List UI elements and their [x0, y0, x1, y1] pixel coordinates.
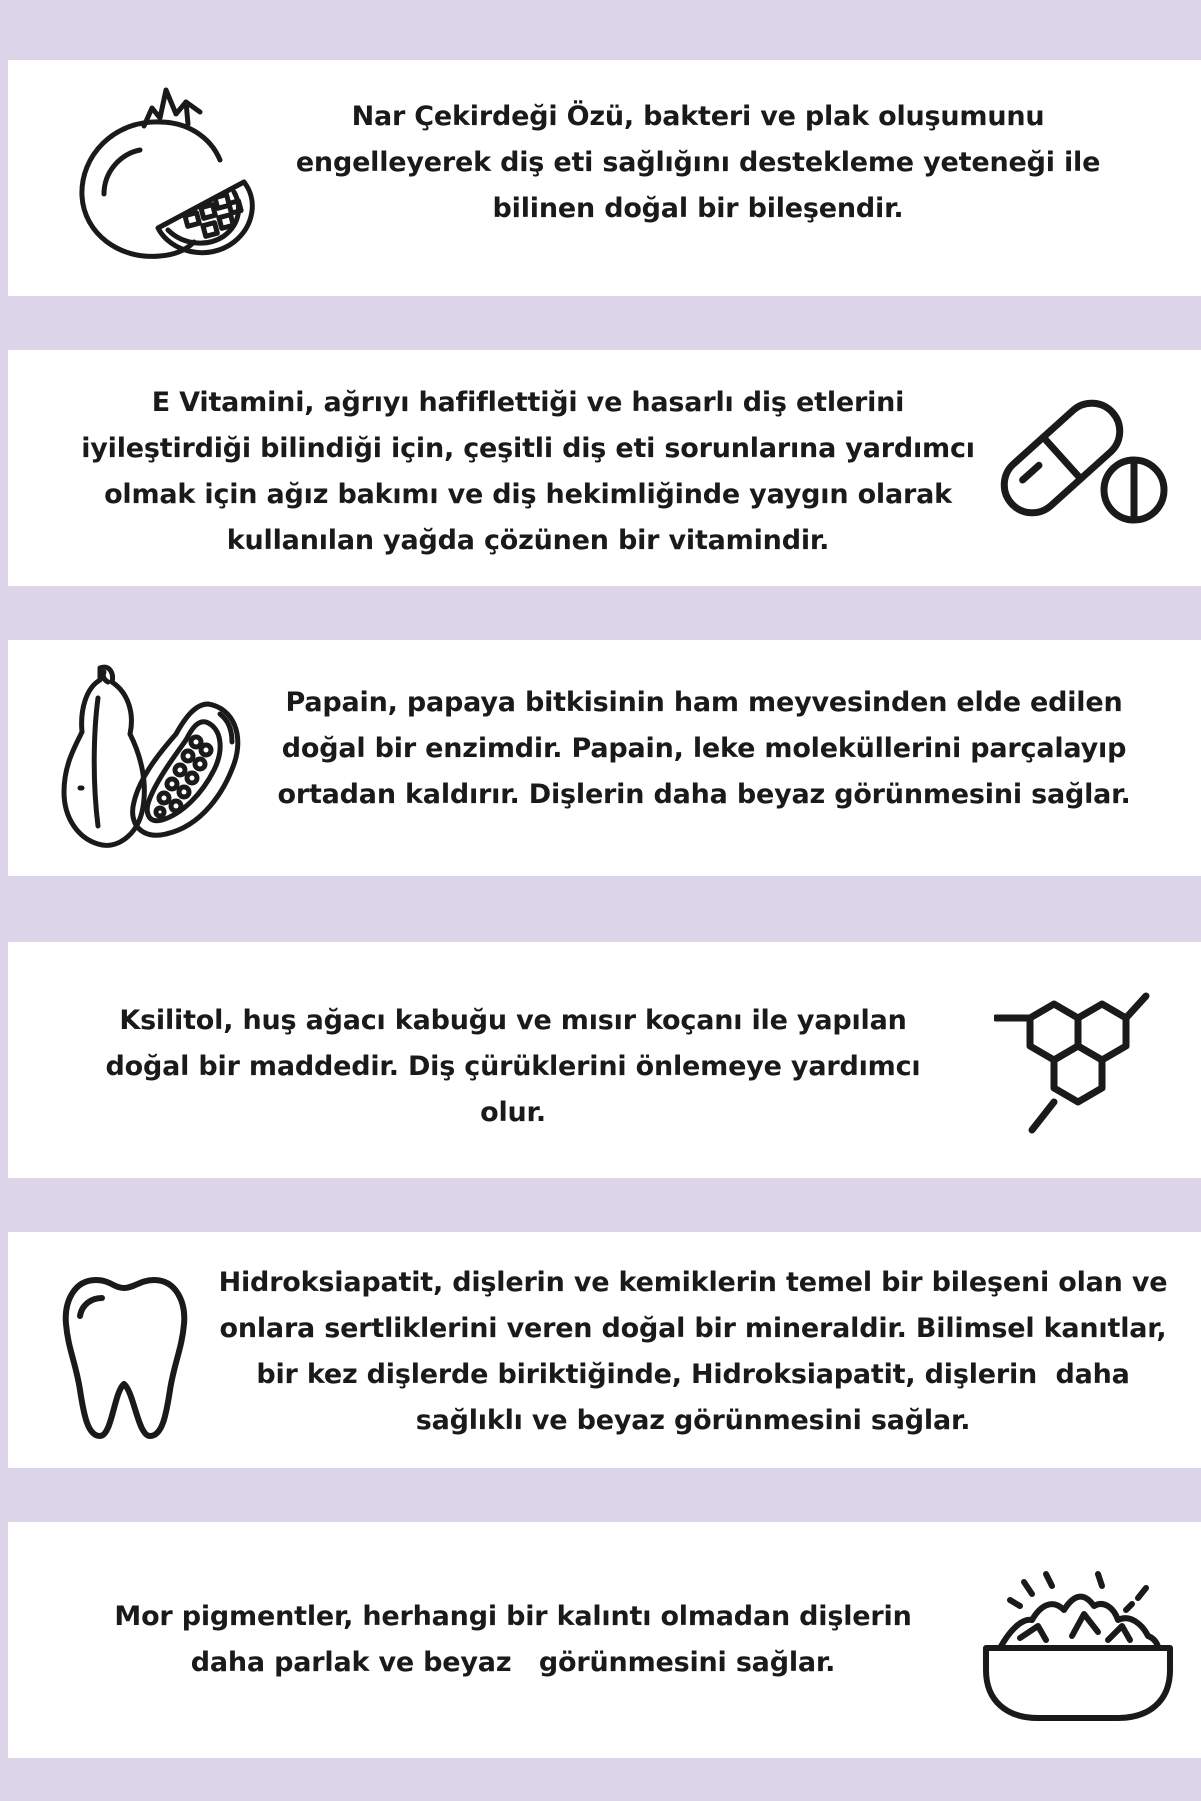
tooth-icon	[60, 1272, 190, 1442]
ingredient-description: Hidroksiapatit, dişlerin ve kemiklerin temel bir bileşeni olan ve onlara sertliklerini veren doğal bir mineraldir. Bilimsel kanıtlar, bir kez dişlerde biriktiğinde, Hidroksiapatit, dişlerin daha sağlıklı ve beyaz görünmesini sağlar.	[218, 1267, 1168, 1436]
ingredient-card-xylitol	[8, 942, 1201, 1178]
powder-bowl-icon	[980, 1566, 1176, 1724]
pill-capsule-icon	[1000, 392, 1172, 532]
ingredient-card-hydroxyapatite	[8, 1232, 1201, 1468]
ingredient-card-papain	[8, 640, 1201, 876]
molecule-hexagon-icon	[994, 990, 1154, 1136]
ingredient-card-vitamin-e	[8, 350, 1201, 586]
papaya-icon	[58, 658, 248, 854]
ingredient-description: Nar Çekirdeği Özü, bakteri ve plak oluşumunu engelleyerek diş eti sağlığını destekleme yeteneği ile bilinen doğal bir bileşendir.	[295, 101, 1101, 224]
ingredient-description: Ksilitol, huş ağacı kabuğu ve mısır koçanı ile yapılan doğal bir maddedir. Diş çürüklerini önlemeye yardımcı olur.	[105, 1005, 921, 1128]
ingredient-description: E Vitamini, ağrıyı hafiflettiği ve hasarlı diş etlerini iyileştirdiği bilindiği için, çeşitli diş eti sorunlarına yardımcı olmak için ağız bakımı ve diş hekimliğinde yaygın olarak kullanılan yağda çözünen bir vitamindir.	[81, 387, 975, 556]
ingredient-description: Papain, papaya bitkisinin ham meyvesinden elde edilen doğal bir enzimdir. Papain, leke moleküllerini parçalayıp ortadan kaldırır. Dişlerin daha beyaz görünmesini sağlar.	[277, 687, 1131, 810]
ingredient-card-purple-pigments	[8, 1522, 1201, 1758]
ingredient-description: Mor pigmentler, herhangi bir kalıntı olmadan dişlerin daha parlak ve beyaz görünmesini sağlar.	[114, 1601, 912, 1678]
ingredient-card-pomegranate	[8, 60, 1201, 296]
